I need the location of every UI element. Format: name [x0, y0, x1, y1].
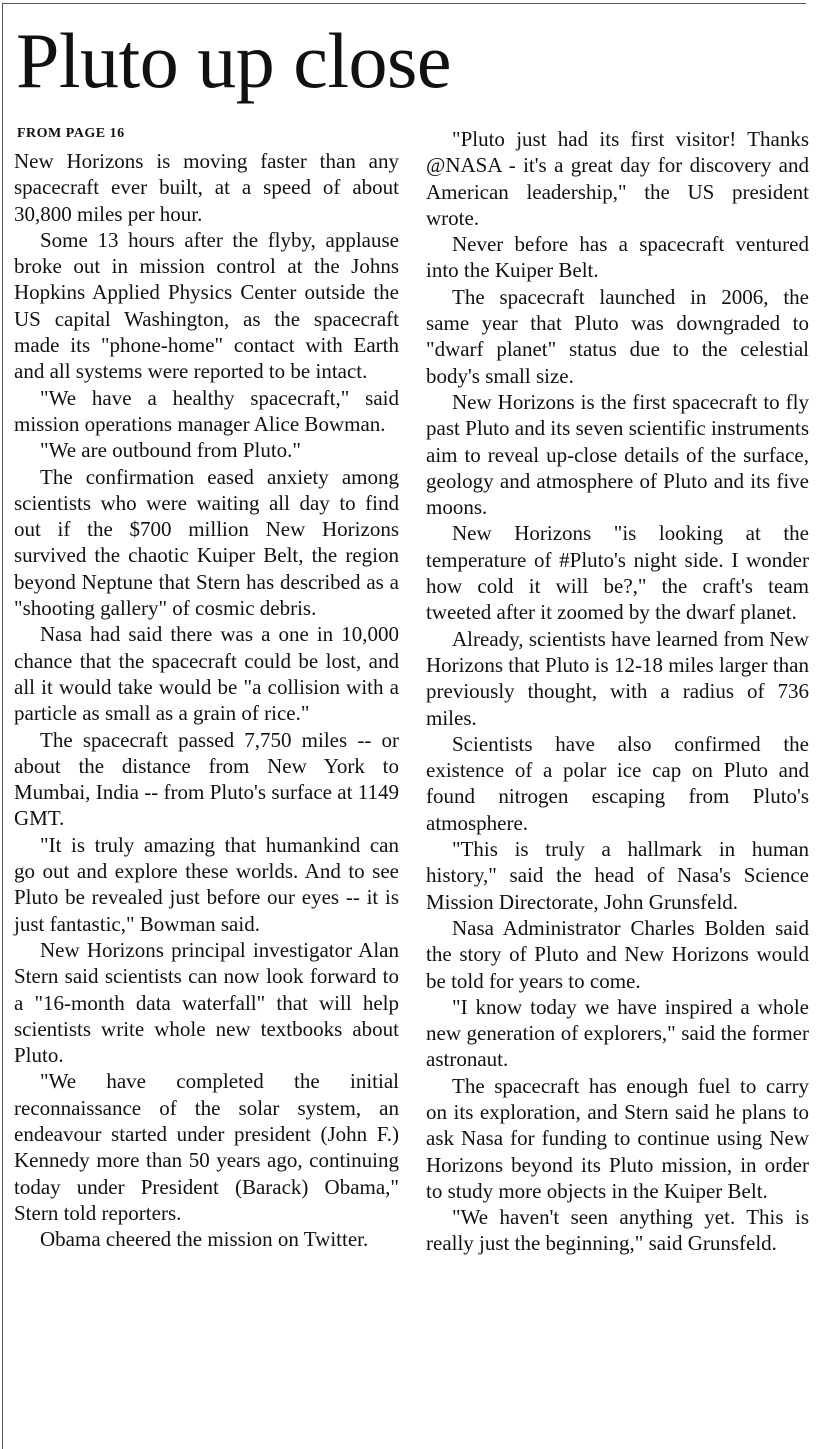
paragraph: Nasa Administrator Charles Bolden said the story of Pluto and New Horizons would be told for years to come.: [426, 915, 809, 993]
paragraph: New Horizons is moving faster than any spacecraft ever built, at a speed of about 30,800 miles per hour.: [14, 149, 399, 226]
left-rule: [2, 3, 3, 1449]
paragraph: "This is truly a hallmark in human history," said the head of Nasa's Science Mission Directorate, John Grunsfeld.: [426, 837, 809, 914]
paragraph: The spacecraft passed 7,750 miles -- or about the distance from New York to Mumbai, India -- from Pluto's surface at 1149 GMT.: [14, 727, 399, 831]
paragraph: The spacecraft launched in 2006, the same year that Pluto was downgraded to "dwarf planet" status due to the celestial body's small size.: [426, 284, 809, 388]
paragraph: "Pluto just had its first visitor! Thanks @NASA - it's a great day for discovery and American leadership," the US president wrote.: [426, 127, 809, 230]
paragraph: "We are outbound from Pluto.": [40, 438, 301, 463]
paragraph: New Horizons principal investigator Alan Stern said scientists can now look forward to a "16-month data waterfall" that will help scientists write whole new textbooks about Pluto.: [14, 937, 399, 1068]
paragraph: "It is truly amazing that humankind can go out and explore these worlds. And to see Pluto be revealed just before our eyes -- it is just fantastic," Bowman said.: [14, 832, 399, 936]
paragraph: "We haven't seen anything yet. This is really just the beginning," said Grunsfeld.: [426, 1205, 809, 1256]
headline: Pluto up close: [16, 17, 451, 104]
paragraph: Obama cheered the mission on Twitter.: [40, 1227, 369, 1252]
paragraph: Scientists have also confirmed the existence of a polar ice cap on Pluto and found nitrogen escaping from Pluto's atmosphere.: [426, 731, 809, 835]
paragraph: The confirmation eased anxiety among scientists who were waiting all day to find out if the $700 million New Horizons survived the chaotic Kuiper Belt, the region beyond Neptune that Stern has described as a "shooting gallery" of cosmic debris.: [14, 464, 399, 621]
paragraph: The spacecraft has enough fuel to carry on its exploration, and Stern said he plans to ask Nasa for funding to continue using New Horizons beyond its Pluto mission, in order to study more objects in the Kuiper Belt.: [426, 1073, 809, 1203]
paragraph: New Horizons is the first spacecraft to fly past Pluto and its seven scientific instruments aim to reveal up-close details of the surface, geology and atmosphere of Pluto and its five moons.: [426, 389, 809, 520]
paragraph: Some 13 hours after the flyby, applause broke out in mission control at the Johns Hopkins Applied Physics Center outside the US capital Washington, as the spacecraft made its "phone-home" contact with Earth and all systems were reported to be intact.: [14, 227, 399, 384]
paragraph: "I know today we have inspired a whole new generation of explorers," said the former astronaut.: [426, 994, 809, 1072]
top-rule: [2, 3, 806, 4]
paragraph: "We have completed the initial reconnaissance of the solar system, an endeavour started under president (John F.) Kennedy more than 50 years ago, continuing today under President (Barack) Obama," Stern told reporters.: [14, 1069, 399, 1225]
paragraph: "We have a healthy spacecraft," said mission operations manager Alice Bowman.: [14, 385, 399, 436]
article-column-right: [426, 126, 809, 1257]
paragraph: New Horizons "is looking at the temperature of #Pluto's night side. I wonder how cold it will be?," the craft's team tweeted after it zoomed by the dwarf planet.: [426, 521, 809, 625]
paragraph: Already, scientists have learned from New Horizons that Pluto is 12-18 miles larger than previously thought, with a radius of 736 miles.: [426, 626, 809, 730]
article-column-left: [14, 126, 399, 1252]
paragraph: Nasa had said there was a one in 10,000 chance that the spacecraft could be lost, and all it would take would be "a collision with a particle as small as a grain of rice.": [14, 622, 399, 726]
paragraph: Never before has a spacecraft ventured into the Kuiper Belt.: [426, 232, 809, 283]
kicker: FROM PAGE 16: [17, 126, 125, 141]
